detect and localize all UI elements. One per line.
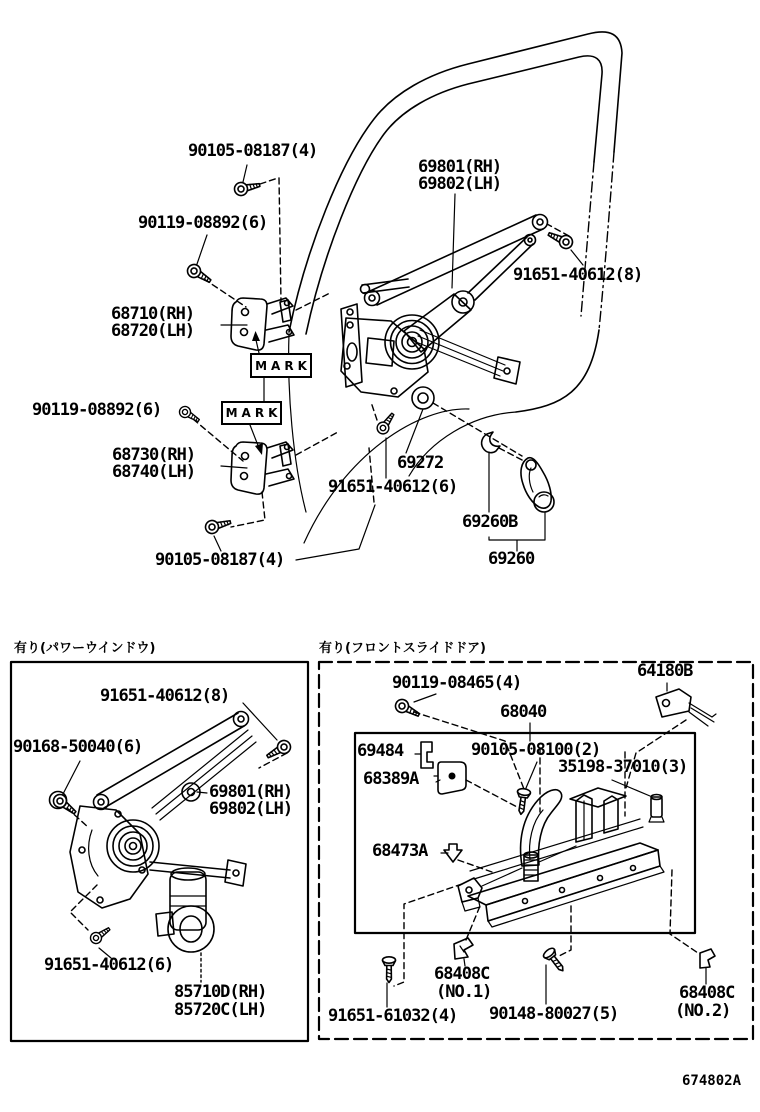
roller-69272	[412, 387, 434, 409]
lp-label-85720C-lh: 85720C(LH)	[174, 1000, 267, 1020]
crank-handle-69260	[482, 432, 554, 512]
lp-label-91651-40612-8: 91651-40612(8)	[100, 686, 230, 706]
part-label-91651-40612-6: 91651-40612(6)	[328, 477, 458, 497]
rp-label-91651-61032: 91651-61032(4)	[328, 1006, 458, 1026]
lp-label-85710D-rh: 85710D(RH)	[174, 982, 267, 1002]
rp-label-no2: (NO.2)	[675, 1001, 731, 1021]
part-label-90105-08187-top: 90105-08187(4)	[188, 141, 318, 161]
lp-label-69802-lh: 69802(LH)	[209, 799, 293, 819]
door-hinge-upper	[231, 298, 294, 350]
window-regulator-main	[341, 215, 548, 398]
part-label-68740-lh: 68740(LH)	[112, 462, 196, 482]
part-label-69802-lh: 69802(LH)	[418, 174, 502, 194]
part-label-69272: 69272	[397, 453, 444, 473]
rp-label-68389A: 68389A	[363, 769, 419, 789]
lp-label-69801-rh: 69801(RH)	[209, 782, 293, 802]
bracket-68389A	[434, 762, 466, 794]
part-label-90105-08187-bottom: 90105-08187(4)	[155, 550, 285, 570]
rp-label-90148-80027: 90148-80027(5)	[489, 1004, 619, 1024]
part-label-68710-rh: 68710(RH)	[111, 304, 195, 324]
clip-68408C-no2	[700, 949, 715, 968]
bracket-69484	[421, 742, 433, 768]
mark-text-upper: MARK	[255, 358, 311, 373]
step-assembly-68040	[458, 788, 664, 927]
part-label-69260: 69260	[488, 549, 535, 569]
part-label-69801-rh: 69801(RH)	[418, 157, 502, 177]
mark-box-lower	[221, 401, 282, 425]
rp-label-90105-08100: 90105-08100(2)	[471, 740, 601, 760]
rp-label-69484: 69484	[357, 741, 404, 761]
part-label-68730-rh: 68730(RH)	[112, 445, 196, 465]
rp-label-35198-37010: 35198-37010(3)	[558, 757, 688, 777]
clip-68408C-no1	[454, 938, 473, 959]
rp-label-64180B: 64180B	[637, 661, 693, 681]
door-outline	[289, 32, 622, 543]
lp-label-91651-40612-6: 91651-40612(6)	[44, 955, 174, 975]
rp-label-68040: 68040	[500, 702, 547, 722]
part-label-91651-40612-8: 91651-40612(8)	[513, 265, 643, 285]
mark-text-lower: MARK	[225, 406, 282, 420]
rp-label-68408C-no2: 68408C	[679, 983, 735, 1003]
part-label-90119-08892-upper: 90119-08892(6)	[138, 213, 268, 233]
part-label-69260B: 69260B	[462, 512, 518, 532]
rp-label-68473A: 68473A	[372, 841, 428, 861]
rp-label-68408C-no1: 68408C	[434, 964, 490, 984]
pin-35198	[649, 795, 664, 823]
mark-box-upper	[250, 353, 312, 378]
part-label-90119-08892-lower: 90119-08892(6)	[32, 400, 162, 420]
part-label-68720-lh: 68720(LH)	[111, 321, 195, 341]
rp-label-no1: (NO.1)	[436, 982, 492, 1002]
lp-label-90168-50040: 90168-50040(6)	[13, 737, 143, 757]
figure-code: 674802A	[682, 1073, 742, 1089]
rp-label-90119-08465: 90119-08465(4)	[392, 673, 522, 693]
right-panel-title: 有り(フロントスライドドア)	[319, 641, 486, 656]
left-panel-title: 有り(パワーウインドウ)	[14, 641, 156, 656]
